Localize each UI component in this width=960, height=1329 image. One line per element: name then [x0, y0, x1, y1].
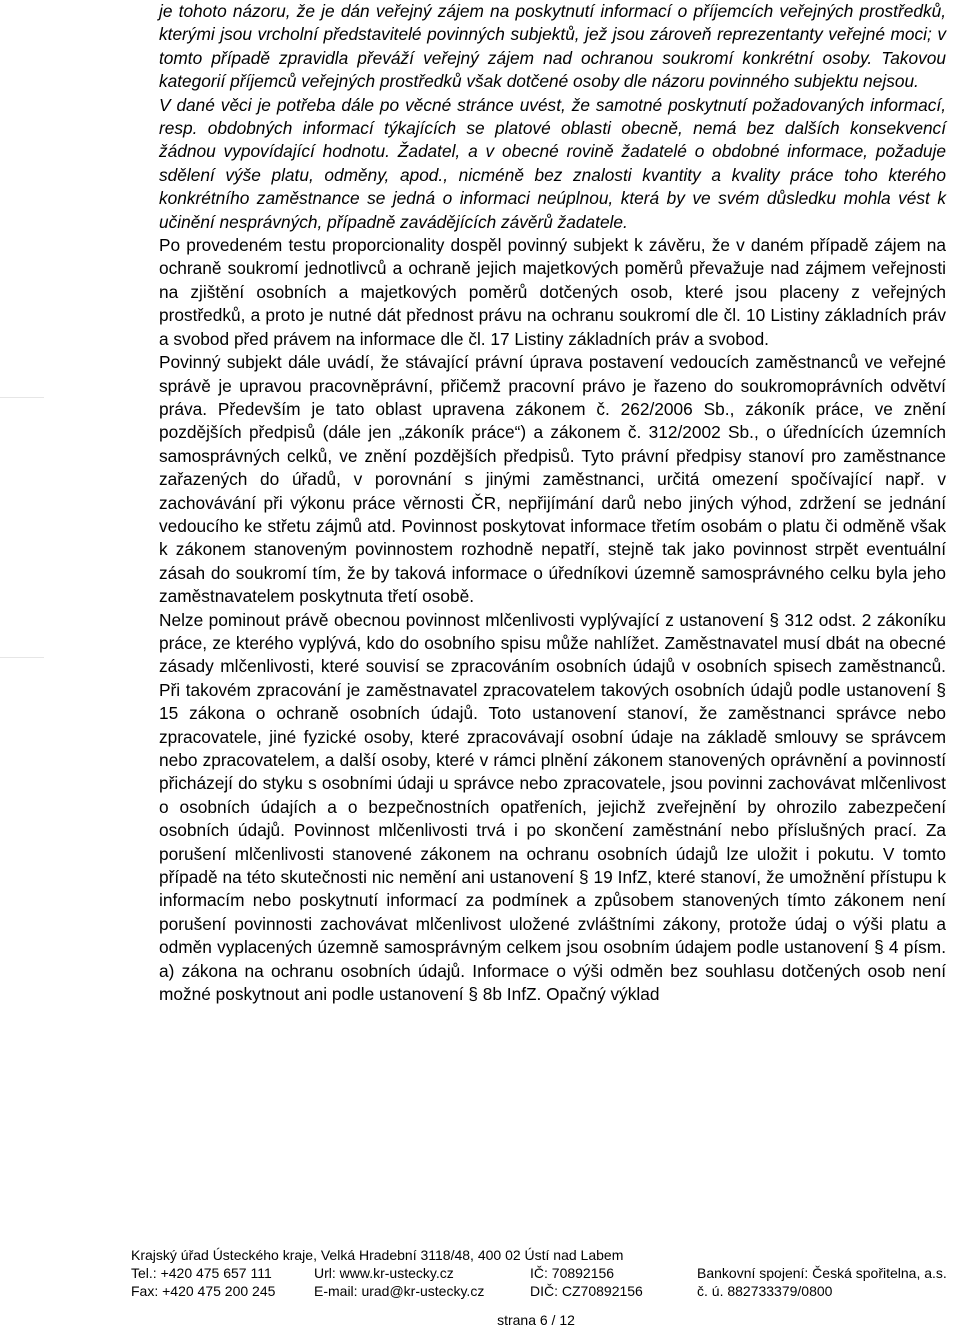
margin-mark [0, 657, 44, 658]
footer-account: č. ú. 882733379/0800 [697, 1283, 833, 1299]
footer-ic: IČ: 70892156 [530, 1265, 615, 1281]
footer-row-contact [131, 1264, 960, 1282]
paragraph-5: Nelze pominout právě obecnou povinnost mlčenlivosti vyplývající z ustanovení § 312 odst. 2 zákoníku práce, ze kterého vyplývá, kdo do osobního spisu může nahlížet. Zaměstnavatel musí dbát na obecné zásady mlčenlivosti, které souvisí se zpracováním osobních údajů v osobních spisech zaměstnanců. Při takovém zpracování je zaměstnavatel zpracovatelem takových osobních údajů podle ustanovení § 15 zákona o ochraně osobních údajů. Toto ustanovení stanoví, že zaměstnanci správce nebo zpracovatele, jiné fyzické osoby, které zpracovávají osobní údaje na základě smlouvy se správcem nebo zpracovatelem, a další osoby, které v rámci plnění zákonem stanovených oprávnění a povinností přicházejí do styku s osobními údaji u správce nebo zpracovatele, jsou povinni zachovávat mlčenlivost o osobních údajích a o bezpečnostních opatřeních, jejichž zveřejnění by ohrozilo zabezpečení osobních údajů. Povinnost mlčenlivosti trvá i po skončení zaměstnání nebo příslušných prací. Za porušení mlčenlivosti stanovené zákonem na ochranu osobních údajů lze uložit i pokutu. V tomto případě na této skutečnosti nic nemění ani ustanovení § 19 InfZ, které stanoví, že umožnění přístupu k informacím nebo poskytnutí informací za podmínek a způsobem stanovených tímto zákonem není porušení povinnosti zachovávat mlčenlivost uložené zvláštními zákony, protože údaj o výši platu a odměn vyplacených územně samosprávným celkem jsou osobním údajem podle ustanovení § 4 písm. a) zákona na ochranu osobních údajů. Informace o výši odměn bez souhlasu dotčených osob není možné poskytnout ani podle ustanovení § 8b InfZ. Opačný výklad [159, 609, 946, 1005]
margin-mark [0, 397, 44, 398]
footer-bank: Bankovní spojení: Česká spořitelna, a.s. [697, 1265, 947, 1281]
paragraph-1: je tohoto názoru, že je dán veřejný zájem na poskytnutí informací o příjemcích veřejných prostředků, kterými jsou vrcholní představitelé povinných subjektů, jež jsou zároveň reprezentanty veřejné moci; v tomto případě zpravidla převáží veřejný zájem nad ochranou soukromí konkrétní osoby. Takovou kategorií příjemců veřejných prostředků však dotčené osoby dle názoru povinného subjektu nejsou. [159, 1, 946, 92]
footer-row-address [131, 1246, 960, 1264]
footer-email: E-mail: urad@kr-ustecky.cz [314, 1283, 485, 1299]
footer-fax: Fax: +420 475 200 245 [131, 1283, 276, 1299]
footer-phone: Tel.: +420 475 657 111 [131, 1265, 272, 1281]
footer-address: Krajský úřad Ústeckého kraje, Velká Hradební 3118/48, 400 02 Ústí nad Labem [131, 1247, 624, 1263]
footer-dic: DIČ: CZ70892156 [530, 1283, 643, 1299]
footer-row-fax [131, 1282, 960, 1300]
paragraph-4: Povinný subjekt dále uvádí, že stávající právní úprava postavení vedoucích zaměstnanců ve veřejné správě je upravou pracovněprávní, přičemž pracovní právo je řazeno do soukromoprávních odvětví práva. Především je tato oblast upravena zákonem č. 262/2006 Sb., zákoník práce, ve znění pozdějších předpisů (dále jen „zákoník práce“) a zákonem č. 312/2002 Sb., o úřednících územních samosprávných celků, ve znění pozdějších předpisů. Tyto právní předpisy stanoví pro zaměstnance zařazených do úřadů, v porovnání s jinými zaměstnanci, určitá omezení spočívající např. v zachovávání při výkonu práce věrnosti ČR, nepřijímání darů nebo jiných výhod, zdržení se jednání vedoucího ke střetu zájmů atd. Povinnost poskytovat informace třetím osobám o platu či odměně však k zákonem stanoveným povinnostem rozhodně nepatří, stejně tak jako povinnost strpět eventuální zásah do soukromí tím, že by taková informace o úředníkovi územně samosprávného celku byla jeho zaměstnavatelem poskytnuta třetí osobě. [159, 352, 946, 607]
paragraph-3: Po provedeném testu proporcionality dospěl povinný subjekt k závěru, že v daném případě zájem na ochraně soukromí jednotlivců a ochraně jejich majetkových poměrů převažuje nad zájmem veřejnosti na zjištění osobních a majetkových poměrů dotčených osob, které jsou placeny z veřejných prostředků, a proto je nutné dát přednost právu na ochranu soukromí dle čl. 10 Listiny základních práv a svobod před právem na informace dle čl. 17 Listiny základních práv a svobod. [159, 235, 946, 349]
page-footer [131, 1246, 960, 1300]
footer-url: Url: www.kr-ustecky.cz [314, 1265, 454, 1281]
page-body [159, 0, 946, 1006]
page-number: strana 6 / 12 [497, 1312, 575, 1328]
paragraph-2: V dané věci je potřeba dále po věcné stránce uvést, že samotné poskytnutí požadovaných informací, resp. obdobných informací týkajících se platové oblasti obecně, nemá bez dalších konsekvencí žádnou vypovídající hodnotu. Žadatel, a v obecné rovině žadatelé o obdobné informace, požaduje sdělení výše platu, odměny, apod., nicméně bez znalosti kvantity a kvality práce toho kterého konkrétního zaměstnance se jedná o informaci neúplnou, která by ve svém důsledku mohla vést k učinění nesprávných, případně zavádějících závěrů žadatele. [159, 94, 946, 232]
